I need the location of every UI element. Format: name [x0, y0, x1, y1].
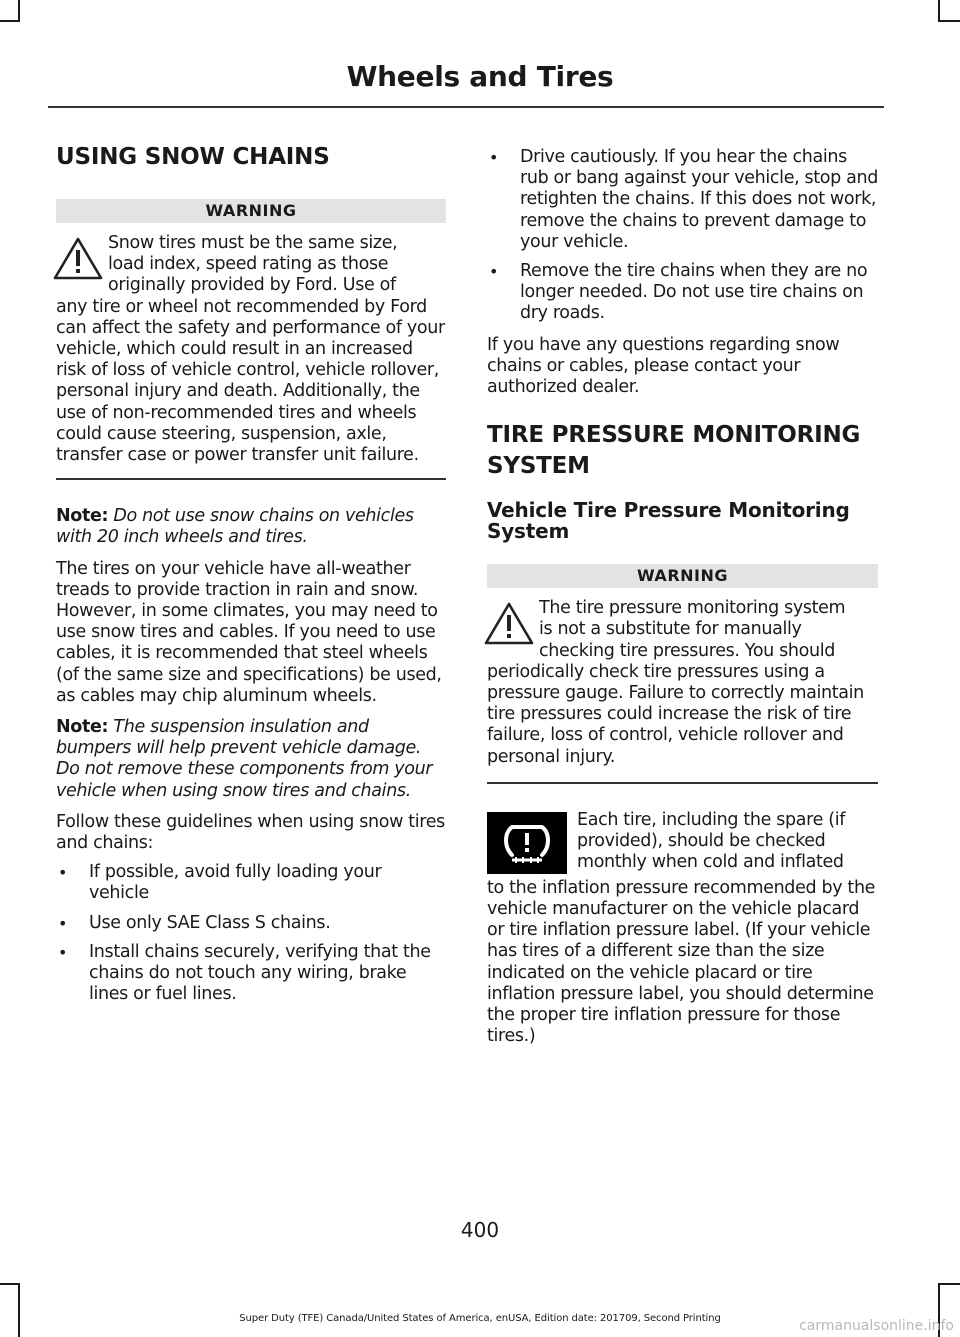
tpms-text-line: provided), should be checked [577, 831, 826, 852]
tire-pressure-icon-glyph [500, 821, 554, 865]
note-text: The suspension insulation and bumpers will help prevent vehicle damage. Do not remove these components from your vehicle when using snow tires and chains. [56, 717, 433, 801]
crop-mark [940, 20, 960, 22]
crop-mark [18, 1283, 20, 1337]
paragraph-guidelines: Follow these guidelines when using snow tires and chains: [56, 811, 445, 854]
crop-mark [938, 0, 940, 22]
warning-text-line: originally provided by Ford. Use of [108, 275, 396, 296]
list-item: • Drive cautiously. If you hear the chains rub or bang against your vehicle, stop and retighten the chains. If this does not work, remove the chains to prevent damage to your vehicle. [487, 147, 878, 253]
warning-text-line: load index, speed rating as those [108, 254, 389, 275]
tpms-text: to the inflation pressure recommended by the vehicle manufacturer on the vehicle placard or tire inflation pressure label. (If your vehicle has tires of a different size than the size indicated on the vehicle placard or tire inflation pressure label, you should determine the proper tire inflation pressure for those tires.) [487, 877, 876, 1047]
note-suspension [56, 717, 446, 802]
warning-triangle-icon [52, 235, 104, 281]
paragraph-contact-dealer: If you have any questions regarding snow chains or cables, please contact your authorized dealer. [487, 334, 840, 398]
tpms-paragraph [487, 810, 878, 1048]
crop-mark [18, 0, 20, 22]
heading-line: TIRE PRESSURE MONITORING [487, 422, 861, 449]
warning-text-line: checking tire pressures. You should [539, 640, 836, 661]
page-footer: Super Duty (TFE) Canada/United States of America, enUSA, Edition date: 201709, Second Printing [239, 1313, 721, 1324]
watermark: carmanualsonline.info [799, 1318, 954, 1334]
list-item: • Remove the tire chains when they are no longer needed. Do not use tire chains on dry roads. [487, 261, 878, 325]
note-text: Do not use snow chains on vehicles with 20 inch wheels and tires. [56, 506, 414, 548]
warning-box [487, 598, 878, 768]
tpms-text-line: Each tire, including the spare (if [577, 809, 846, 830]
guideline-list [56, 862, 446, 1005]
warning-text-line: The tire pressure monitoring system [539, 598, 846, 619]
warning-label: WARNING [56, 199, 446, 223]
guideline-list-continued [487, 147, 878, 325]
left-column [56, 142, 446, 1006]
tire-pressure-warning-icon [487, 812, 567, 874]
section-heading-snow-chains: USING SNOW CHAINS [56, 144, 330, 170]
crop-mark [0, 20, 20, 22]
right-column [487, 142, 878, 1047]
crop-mark [0, 1283, 20, 1285]
warning-text-line: is not a substitute for manually [539, 619, 802, 640]
section-heading-tpms [487, 420, 878, 482]
list-item: • Use only SAE Class S chains. [56, 913, 446, 934]
warning-text-line: Snow tires must be the same size, [108, 233, 398, 253]
warning-triangle-icon [483, 600, 535, 646]
page-header-title: Wheels and Tires [346, 60, 614, 93]
note-label: Note: [56, 717, 109, 738]
warning-label: WARNING [487, 564, 878, 588]
list-item: • Install chains securely, verifying that the chains do not touch any wiring, brake lines or fuel lines. [56, 942, 446, 1006]
warning-text: any tire or wheel not recommended by Ford can affect the safety and performance of your vehicle, which could result in an increased risk of loss of vehicle control, vehicle rollover, personal injury and death. Additionally, the use of non-recommended tires and wheels could cause steering, suspension, axle, transfer case or power transfer unit failure. [56, 296, 445, 466]
subheading-vehicle-tpms: Vehicle Tire Pressure Monitoring System [487, 498, 850, 544]
heading-line: SYSTEM [487, 453, 590, 480]
page-number: 400 [460, 1218, 500, 1242]
note-label: Note: [56, 506, 109, 527]
note-snow-chains [56, 506, 446, 548]
crop-mark [940, 1283, 960, 1285]
header-divider [48, 106, 884, 108]
paragraph-all-weather: The tires on your vehicle have all-weather treads to provide traction in rain and snow. However, in some climates, you may need to use snow tires and cables. If you need to use cables, it is recommended that steel wheels (of the same size and specifications) be used, as cables may chip aluminum wheels. [56, 558, 442, 706]
list-item: • If possible, avoid fully loading your vehicle [56, 862, 446, 904]
warning-box [56, 233, 446, 466]
warning-text: periodically check tire pressures using a pressure gauge. Failure to correctly maintain tire pressures could increase the risk of tire failure, loss of control, vehicle rollover and personal injury. [487, 661, 864, 767]
tpms-text-line: monthly when cold and inflated [577, 852, 844, 873]
